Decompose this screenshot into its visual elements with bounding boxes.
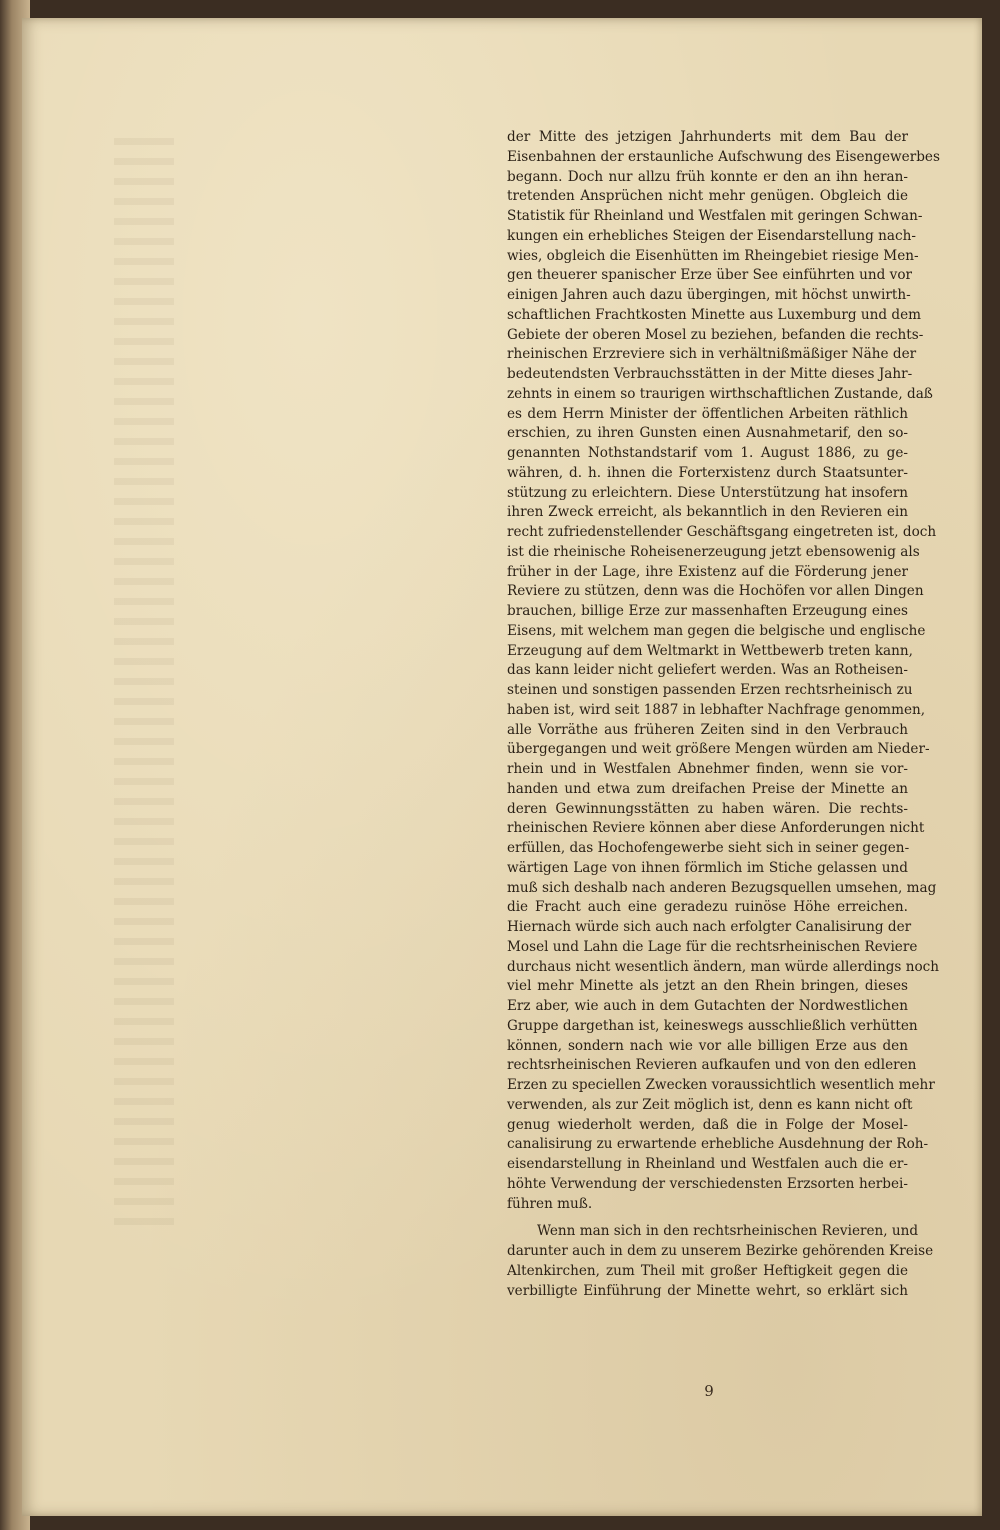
text-line: Erzeugung auf dem Weltmarkt in Wettbewerb treten kann, xyxy=(507,642,913,659)
text-line: rechtsrheinischen Revieren aufkaufen und von den edleren xyxy=(507,1057,917,1074)
text-line: muß sich deshalb nach anderen Bezugsquellen umsehen, mag xyxy=(507,879,937,896)
text-line: brauchen, billige Erze zur massenhaften Erzeugung eines xyxy=(507,603,908,619)
show-through-text xyxy=(114,138,174,1238)
text-line: früher in der Lage, ihre Existenz auf die Förderung jener xyxy=(507,563,908,580)
text-line: Statistik für Rheinland und Westfalen mit geringen Schwan- xyxy=(507,208,923,224)
text-line: führen muß. xyxy=(507,1195,593,1212)
text-line: Wenn man sich in den rechtsrheinischen Revieren, und xyxy=(537,1223,919,1240)
text-line: alle Vorräthe aus früheren Zeiten sind in den Verbrauch xyxy=(507,721,908,738)
text-line: Eisens, mit welchem man gegen die belgische und englische xyxy=(507,622,926,639)
text-line: ist die rheinische Roheisenerzeugung jetzt ebensowenig als xyxy=(507,543,920,560)
text-line: schaftlichen Frachtkosten Minette aus Luxemburg und dem xyxy=(507,306,922,323)
text-line: das kann leider nicht geliefert werden. Was an Rotheisen- xyxy=(507,662,908,679)
text-line: Erz aber, wie auch in dem Gutachten der Nordwestlichen xyxy=(507,998,908,1014)
text-line: canalisirung zu erwartende erhebliche Ausdehnung der Roh- xyxy=(507,1136,929,1153)
text-line: haben ist, wird seit 1887 in lebhafter Nachfrage genommen, xyxy=(507,701,926,718)
text-line: übergegangen und weit größere Mengen würden am Nieder- xyxy=(507,741,930,758)
text-line: stützung zu erleichtern. Diese Unterstützung hat insofern xyxy=(507,484,908,501)
text-line: es dem Herrn Minister der öffentlichen Arbeiten räthlich xyxy=(507,405,908,422)
text-line: Hiernach würde sich auch nach erfolgter Canalisirung der xyxy=(507,919,912,935)
text-line: rhein und in Westfalen Abnehmer finden, wenn sie vor- xyxy=(507,761,908,777)
text-column xyxy=(507,128,940,1301)
text-line: Gruppe dargethan ist, keineswegs ausschließlich verhütten xyxy=(507,1017,918,1034)
text-line: bedeutendsten Verbrauchsstätten in der Mitte dieses Jahr- xyxy=(507,366,913,382)
text-line: Reviere zu stützen, denn was die Hochöfen vor allen Dingen xyxy=(507,583,924,600)
text-line: Mosel und Lahn die Lage für die rechtsrheinischen Reviere xyxy=(507,938,918,955)
text-line: durchaus nicht wesentlich ändern, man würde allerdings noch xyxy=(507,958,940,975)
page-number: 9 xyxy=(704,1382,714,1400)
text-line: viel mehr Minette als jetzt an den Rhein bringen, dieses xyxy=(507,978,908,995)
text-line: erfüllen, das Hochofengewerbe sieht sich in seiner gegen- xyxy=(507,840,910,856)
text-line: können, sondern nach wie vor alle billigen Erze aus den xyxy=(507,1037,908,1054)
text-line: Altenkirchen, zum Theil mit großer Heftigkeit gegen die xyxy=(507,1262,908,1279)
text-line: rheinischen Erzreviere sich in verhältnißmäßiger Nähe der xyxy=(507,346,917,363)
text-line: gen theuerer spanischer Erze über See einführten und vor xyxy=(507,267,912,284)
text-line: steinen und sonstigen passenden Erzen rechtsrheinisch zu xyxy=(507,682,913,698)
text-line: erschien, zu ihren Gunsten einen Ausnahmetarif, den so- xyxy=(507,425,908,442)
paragraph-gap xyxy=(507,1214,908,1222)
text-line: Erzen zu speciellen Zwecken voraussichtlich wesentlich mehr xyxy=(507,1077,935,1093)
text-line: recht zufriedenstellender Geschäftsgang eingetreten ist, doch xyxy=(507,524,937,540)
paragraph-1 xyxy=(507,128,940,1214)
text-line: verwenden, als zur Zeit möglich ist, denn es kann nicht oft xyxy=(507,1096,913,1113)
text-line: höhte Verwendung der verschiedensten Erzsorten herbei- xyxy=(507,1175,908,1192)
text-line: deren Gewinnungsstätten zu haben wären. Die rechts- xyxy=(507,800,908,817)
text-line: eisendarstellung in Rheinland und Westfalen auch die er- xyxy=(507,1156,908,1172)
text-line: kungen ein erhebliches Steigen der Eisendarstellung nach- xyxy=(507,227,916,244)
text-line: der Mitte des jetzigen Jahrhunderts mit dem Bau der xyxy=(507,129,908,145)
text-line: rheinischen Reviere können aber diese Anforderungen nicht xyxy=(507,820,925,837)
text-line: handen und etwa zum dreifachen Preise der Minette an xyxy=(507,780,908,797)
text-line: zehnts in einem so traurigen wirthschaftlichen Zustande, daß xyxy=(507,385,933,402)
text-line: die Fracht auch eine geradezu ruinöse Höhe erreichen. xyxy=(507,899,908,916)
text-line: genannten Nothstandstarif vom 1. August 1886, zu ge- xyxy=(507,445,908,461)
text-line: wärtigen Lage von ihnen förmlich im Stiche gelassen und xyxy=(507,859,908,876)
text-line: tretenden Ansprüchen nicht mehr genügen. Obgleich die xyxy=(507,188,908,205)
text-line: verbilligte Einführung der Minette wehrt, so erklärt sich xyxy=(507,1282,908,1299)
text-line: währen, d. h. ihnen die Forterxistenz durch Staatsunter- xyxy=(507,464,908,481)
text-line: ihren Zweck erreicht, als bekanntlich in den Revieren ein xyxy=(507,504,908,521)
text-line: genug wiederholt werden, daß die in Folge der Mosel- xyxy=(507,1116,908,1133)
text-line: Gebiete der oberen Mosel zu beziehen, befanden die rechts- xyxy=(507,326,924,343)
text-line: darunter auch in dem zu unserem Bezirke gehörenden Kreise xyxy=(507,1243,934,1259)
text-line: wies, obgleich die Eisenhütten im Rheingebiet riesige Men- xyxy=(507,247,919,264)
paragraph-2 xyxy=(507,1222,934,1301)
text-line: Eisenbahnen der erstaunliche Aufschwung des Eisengewerbes xyxy=(507,148,940,165)
text-line: begann. Doch nur allzu früh konnte er den an ihn heran- xyxy=(507,168,908,185)
text-line: einigen Jahren auch dazu übergingen, mit höchst unwirth- xyxy=(507,287,911,303)
